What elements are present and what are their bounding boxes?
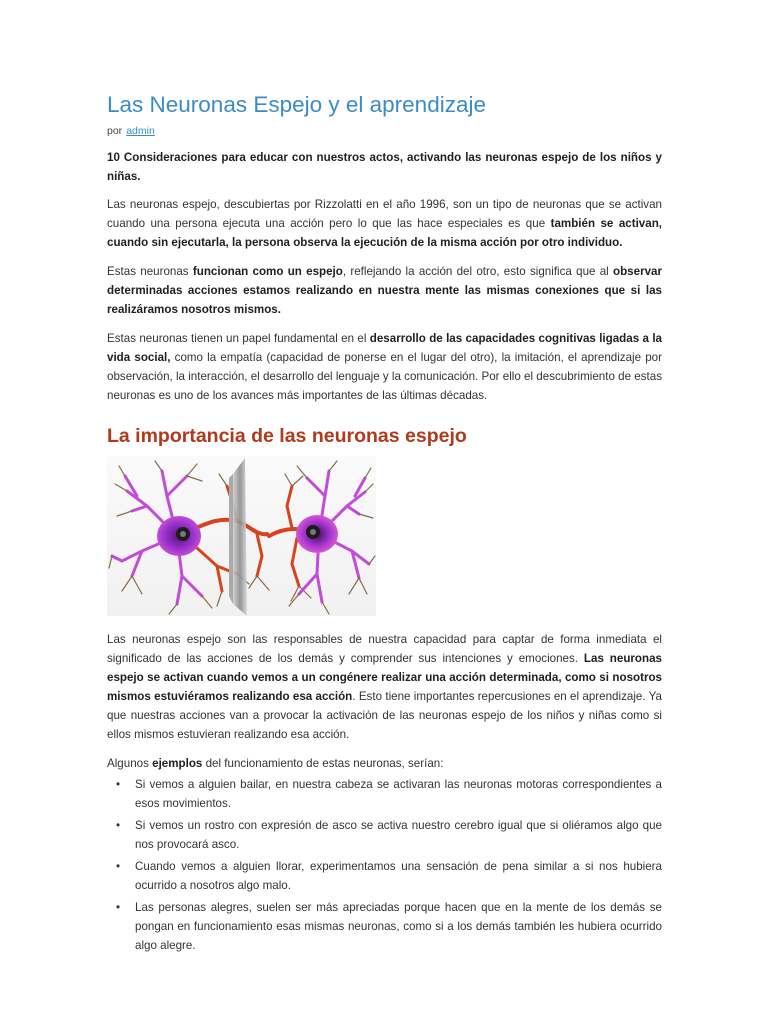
p4-text-1: Las neuronas espejo son las responsables de nuestra capacidad para captar de forma inmediata el significado de las acciones de los demás y comprender sus intenciones y emociones.	[107, 633, 662, 665]
bullet: •	[116, 901, 121, 914]
p5-text-1: Algunos	[107, 757, 153, 770]
list-item-text: Las personas alegres, suelen ser más apreciadas porque hacen que en la mente de los demás se pongan en funcionamiento esas mismas neuronas, como si a los demás también les hubiera ocurrido algo alegre.	[135, 901, 662, 952]
examples-list	[107, 775, 662, 955]
neuron-drawing	[107, 456, 376, 616]
p1-text: Las neuronas espejo, descubiertas por Rizzolatti en el año 1996, son un tipo de neuronas que se activan cuando una persona ejecuta una acción pero lo que las hace especiales es que	[107, 198, 662, 230]
intro-paragraph	[107, 148, 662, 186]
bullet: •	[116, 819, 121, 832]
paragraph-1	[107, 195, 662, 252]
p2-text-1: Estas neuronas	[107, 265, 193, 278]
article	[107, 90, 662, 958]
p2-text-2: , reflejando la acción del otro, esto significa que al	[342, 265, 614, 278]
paragraph-5	[107, 754, 662, 773]
list-item	[107, 816, 662, 854]
p3-bold: desarrollo de las capacidades cognitivas ligadas a la vida social,	[107, 332, 662, 364]
p4-bold: Las neuronas espejo se activan cuando vemos a un congénere realizar una acción determinada, como si nosotros mismos estuviéramos realizando esa acción	[107, 652, 662, 703]
author-link[interactable]: admin	[126, 125, 155, 137]
neurons-mirror-illustration	[107, 456, 376, 616]
mirror-plane	[233, 458, 247, 616]
p4-text-2: . Esto tiene importantes repercusiones en el aprendizaje. Ya que nuestras acciones van a provocar la activación de las neuronas espejo de los niños y niñas como si ellos mismos estuvieran realizando esa acción.	[107, 690, 663, 741]
paragraph-2	[107, 262, 662, 319]
list-item-text: Si vemos un rostro con expresión de asco se activa nuestro cerebro igual que si oliéramos algo que nos provocará asco.	[135, 819, 662, 851]
byline	[107, 124, 662, 138]
section-heading: La importancia de las neuronas espejo	[107, 425, 467, 447]
right-neuron	[269, 461, 375, 614]
list-item-text: Cuando vemos a alguien llorar, experimentamos una sensación de pena similar a si nos hubiera ocurrido a nosotros algo malo.	[135, 860, 662, 892]
bullet: •	[116, 860, 121, 873]
p3-text-1: Estas neuronas tienen un papel fundamental en el	[107, 332, 370, 345]
p5-bold: ejemplos	[152, 757, 203, 770]
intro-bold: 10 Consideraciones para educar con nuestros actos, activando las neuronas espejo de los niños y niñas.	[107, 151, 662, 183]
list-item	[107, 775, 662, 813]
list-item	[107, 898, 662, 955]
p3-text-2: como la empatía (capacidad de ponerse en el lugar del otro), la imitación, el aprendizaje por observación, la interacción, el desarrollo del lenguaje y la comunicación. Por ello el descubrimiento de estas neuronas es uno de los avances más importantes de las últimas décadas.	[107, 351, 662, 402]
page-title: Las Neuronas Espejo y el aprendizaje	[107, 92, 486, 117]
p2-bold-1: funcionan como un espejo	[192, 265, 343, 278]
list-item	[107, 857, 662, 895]
p5-text-2: del funcionamiento de estas neuronas, serían:	[202, 757, 444, 770]
list-item-text: Si vemos a alguien bailar, en nuestra cabeza se activaran las neuronas motoras correspondientes a esos movimientos.	[135, 778, 662, 810]
p2-bold-2: observar determinadas acciones estamos realizando en nuestra mente las mismas conexiones que si las realizáramos nosotros mismos.	[107, 265, 662, 316]
p1-bold: también se activan, cuando sin ejecutarla, la persona observa la ejecución de la misma acción por otro individuo.	[107, 217, 662, 249]
byline-prefix: por	[107, 125, 123, 137]
paragraph-4	[107, 630, 662, 744]
paragraph-3	[107, 329, 662, 405]
bullet: •	[116, 778, 121, 791]
